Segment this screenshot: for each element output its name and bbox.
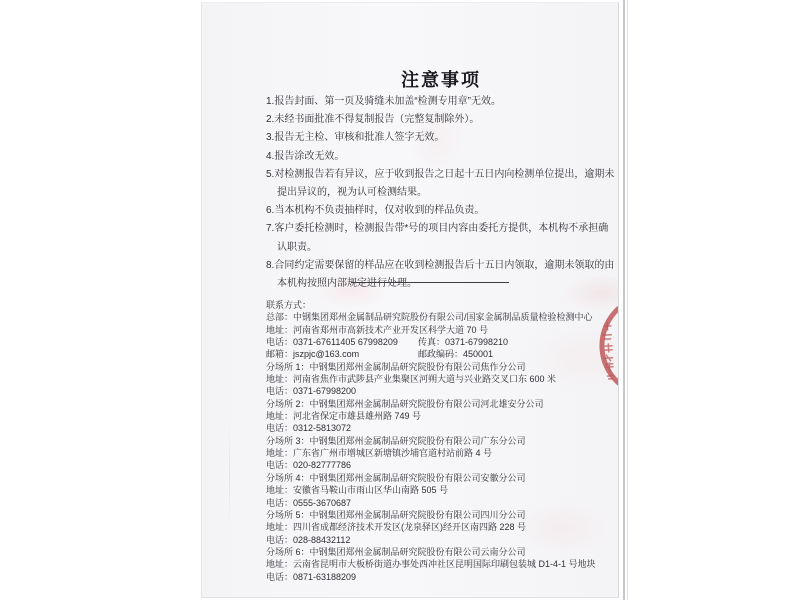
note-item-3: 3.报告无主检、审核和批准人签字无效。	[266, 132, 445, 144]
contact-line-right: 传真：0371-67998210	[418, 337, 509, 348]
note-item-8: 8.合同约定需要保留的样品应在收到检测报告后十五日内领取，逾期未领取的由本机构按照内部规定进行处理。	[266, 259, 615, 290]
contact-line-left: 电话：0371-67998200	[266, 386, 357, 397]
contact-line-left: 地址：广东省广州市增城区新塘镇沙埔官道村站前路 4 号	[266, 448, 493, 459]
red-seam-stamp-icon	[594, 301, 619, 394]
contact-line-left: 分场所 5：中钢集团郑州金属制品研究院股份有限公司四川分公司	[266, 509, 526, 520]
contact-line-left: 邮箱：jszpjc@163.com	[266, 349, 360, 360]
contact-line-right: 邮政编码：450001	[418, 349, 494, 360]
contact-line	[266, 472, 618, 484]
contact-line-left: 分场所 6：中钢集团郑州金属制品研究院股份有限公司云南分公司	[266, 546, 526, 557]
contact-heading	[266, 299, 618, 311]
contact-line-left: 地址：安徽省马鞍山市雨山区华山南路 505 号	[266, 485, 449, 496]
contact-line	[266, 447, 618, 459]
contact-line	[266, 348, 618, 360]
contact-line	[266, 459, 618, 471]
contact-line-left: 电话：020-82777786	[266, 460, 352, 471]
contact-line-left: 地址：河北省保定市雄县雄州路 749 号	[266, 411, 422, 422]
contact-line-left: 地址：四川省成都经济技术开发区(龙泉驿区)经开区南四路 228 号	[266, 522, 527, 533]
contact-line	[266, 435, 618, 447]
notes-list	[266, 93, 618, 293]
contact-line	[266, 336, 618, 348]
contact-line	[266, 521, 618, 533]
contact-line-left: 分场所 1：中钢集团郑州金属制品研究院股份有限公司焦作分公司	[266, 361, 526, 372]
note-item-1: 1.报告封面、第一页及骑缝未加盖“检测专用章”无效。	[266, 96, 501, 107]
contact-line-left: 电话：0371-67611405 67998209	[266, 337, 398, 348]
next-page-edge-light	[627, 0, 628, 600]
contact-line-left: 电话：0555-3670687	[266, 497, 352, 508]
contact-line	[266, 311, 618, 323]
contact-line	[266, 571, 618, 583]
contact-line-left: 地址：河南省焦作市武陟县产业集聚区河朔大道与兴业路交叉口东 600 米	[266, 374, 557, 385]
document-page	[201, 2, 619, 598]
next-page-edge	[623, 0, 625, 600]
contact-line	[266, 373, 618, 385]
contact-line-left: 分场所 2：中钢集团郑州金属制品研究院股份有限公司河北雄安分公司	[266, 398, 544, 409]
contact-line	[266, 509, 618, 521]
contact-line	[266, 534, 618, 546]
contact-line	[266, 558, 618, 570]
note-item-2: 2.未经书面批准不得复制报告（完整复制除外）。	[266, 114, 480, 126]
note-item-4: 4.报告涂改无效。	[266, 150, 345, 162]
contact-line-left: 电话：0312-5813072	[266, 423, 352, 434]
contact-line-left: 地址：河南省郑州市高新技术产业开发区科学大道 70 号	[266, 324, 489, 335]
section-divider	[351, 282, 509, 283]
contact-line-left: 电话：0871-63188209	[266, 571, 357, 582]
contact-line-left: 分场所 3：中钢集团郑州金属制品研究院股份有限公司广东分公司	[266, 435, 526, 446]
note-item-6: 6.当本机构不负责抽样时，仅对收到的样品负责。	[266, 205, 485, 217]
contact-line	[266, 484, 618, 496]
contact-line	[266, 546, 618, 558]
contact-line-left: 总部：中钢集团郑州金属制品研究院股份有限公司/国家金属制品质量检验检测中心	[266, 312, 593, 323]
contact-line	[266, 497, 618, 509]
contact-line	[266, 385, 618, 397]
contact-line	[266, 422, 618, 434]
contact-line	[266, 324, 618, 336]
contact-line	[266, 398, 618, 410]
contact-line	[266, 410, 618, 422]
contact-line-left: 地址：云南省昆明市大板桥街道办事处西冲社区昆明国际印刷包装城 D1-4-1 号地块	[266, 559, 596, 570]
note-item-7: 7.客户委托检测时，检测报告带*号的项目内容由委托方提供，本机构不承担确认职责。	[266, 223, 609, 253]
paper-crease	[229, 418, 230, 533]
contact-line-left: 分场所 4：中钢集团郑州金属制品研究院股份有限公司安徽分公司	[266, 472, 526, 483]
note-item-5: 5.对检测报告若有异议，应于收到报告之日起十五日内向检测单位提出，逾期未提出异议的，视为认可检测结果。	[266, 168, 615, 199]
contact-line-left: 联系方式：	[266, 300, 312, 310]
contact-line	[266, 361, 618, 373]
contact-line-left: 电话：028-88432112	[266, 534, 351, 545]
contact-section	[266, 299, 618, 583]
page-title: 注意事项	[401, 70, 481, 90]
